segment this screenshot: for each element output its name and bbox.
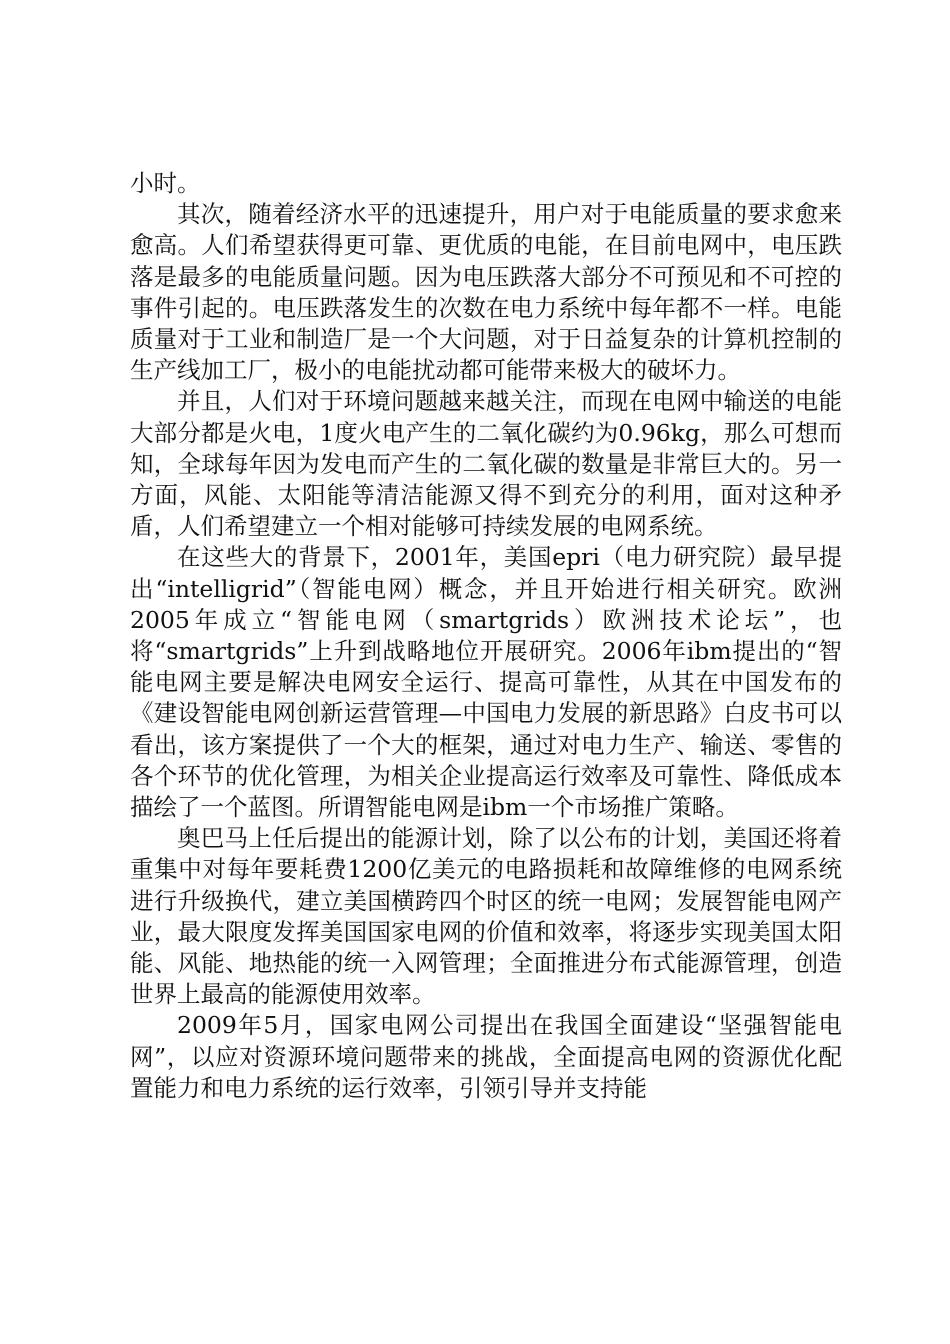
paragraph-environment: 并且，人们对于环境问题越来越关注，而现在电网中输送的电能大部分都是火电，1度火电产生的二氧化碳约为0.96kg，那么可想而知，全球每年因为发电而产生的二氧化碳的数量是非常巨大的。另一方面，风能、太阳能等清洁能源又得不到充分的利用，面对这种矛盾，人们希望建立一个相对能够可持续发展的电网系统。 — [130, 387, 842, 541]
paragraph-obama-plan: 奥巴马上任后提出的能源计划，除了以公布的计划，美国还将着重集中对每年要耗费1200亿美元的电路损耗和故障维修的电网系统进行升级换代，建立美国横跨四个时区的统一电网；发展智能电网产业，最大限度发挥美国国家电网的价值和效率，将逐步实现美国太阳能、风能、地热能的统一入网管理；全面推进分布式能源管理，创造世界上最高的能源使用效率。 — [130, 824, 842, 1009]
document-body — [130, 168, 842, 1104]
paragraph-state-grid: 2009年5月，国家电网公司提出在我国全面建设“坚强智能电网”，以应对资源环境问题带来的挑战，全面提高电网的资源优化配置能力和电力系统的运行效率，引领引导并支持能 — [130, 1011, 842, 1102]
paragraph-background: 在这些大的背景下，2001年，美国epri（电力研究院）最早提出“intelligrid”（智能电网）概念，并且开始进行相关研究。欧洲2005年成立“智能电网（smartgrids）欧洲技术论坛”，也将“smartgrids”上升到战略地位开展研究。2006年ibm提出的“智能电网主要是解决电网安全运行、提高可靠性，从其在中国发布的《建设智能电网创新运营管理—中国电力发展的新思路》白皮书可以看出，该方案提供了一个大的框架，通过对电力生产、输送、零售的各个环节的优化管理，为相关企业提高运行效率及可靠性、降低成本描绘了一个蓝图。所谓智能电网是ibm一个市场推广策略。 — [130, 543, 842, 822]
paragraph-power-quality: 其次，随着经济水平的迅速提升，用户对于电能质量的要求愈来愈高。人们希望获得更可靠、更优质的电能，在目前电网中，电压跌落是最多的电能质量问题。因为电压跌落大部分不可预见和不可控的事件引起的。电压跌落发生的次数在电力系统中每年都不一样。电能质量对于工业和制造厂是一个大问题，对于日益复杂的计算机控制的生产线加工厂，极小的电能扰动都可能带来极大的破坏力。 — [130, 200, 842, 385]
paragraph-continuation: 小时。 — [130, 169, 201, 197]
